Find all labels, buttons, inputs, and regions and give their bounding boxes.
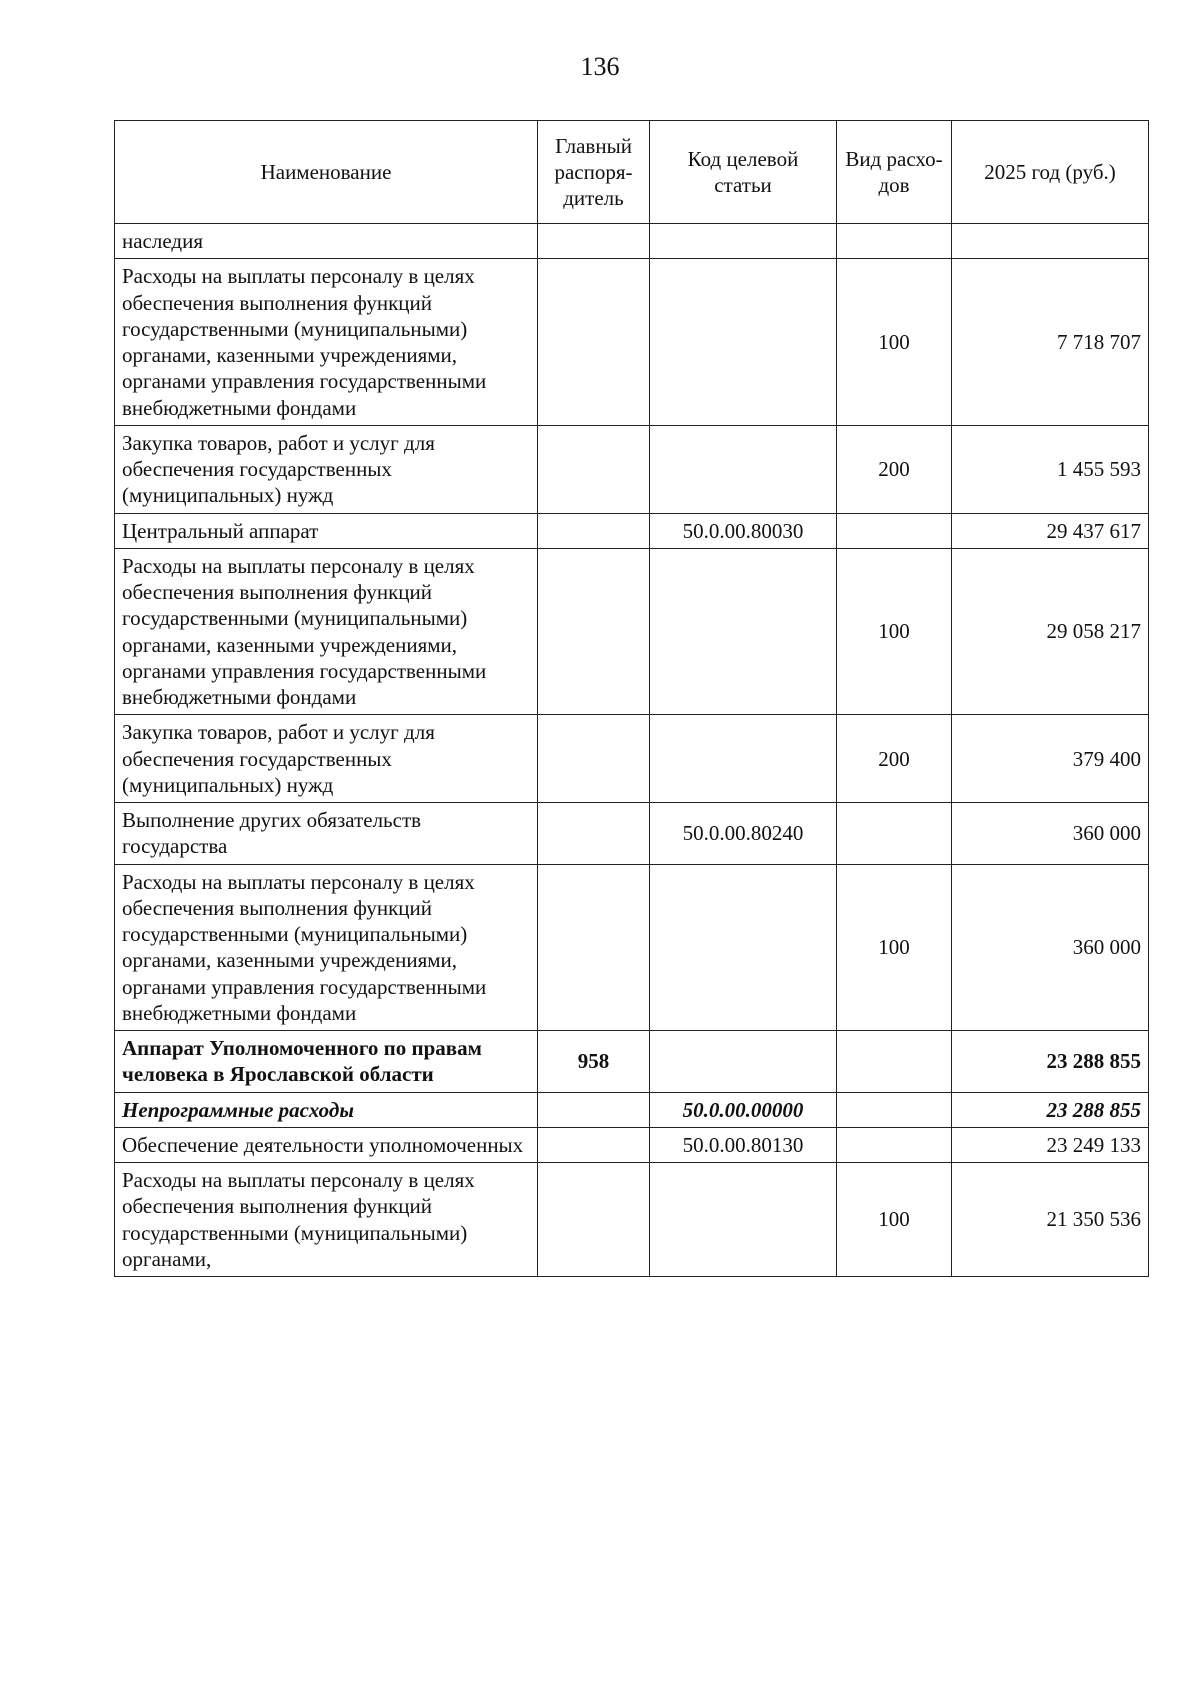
- cell-code: [650, 425, 837, 513]
- cell-chief: [538, 864, 650, 1031]
- cell-name: Непрограммные расходы: [115, 1092, 538, 1127]
- table-header-row: [115, 121, 1149, 224]
- cell-amount: 29 437 617: [952, 513, 1149, 548]
- cell-name: наследия: [115, 224, 538, 259]
- cell-amount: 1 455 593: [952, 425, 1149, 513]
- table-row: [115, 1127, 1149, 1162]
- cell-amount: 29 058 217: [952, 548, 1149, 715]
- cell-type: 200: [837, 715, 952, 803]
- cell-code: [650, 864, 837, 1031]
- table-row: [115, 259, 1149, 426]
- cell-chief: [538, 1092, 650, 1127]
- cell-type: [837, 1127, 952, 1162]
- table-row: [115, 513, 1149, 548]
- table-row: [115, 224, 1149, 259]
- cell-amount: 23 288 855: [952, 1031, 1149, 1093]
- cell-name: Обеспечение деятельности уполномоченных: [115, 1127, 538, 1162]
- table-row: [115, 1163, 1149, 1277]
- cell-code: 50.0.00.00000: [650, 1092, 837, 1127]
- cell-name: Расходы на выплаты персоналу в целях обеспечения выполнения функций государственными (муниципальными) органами, казенными учреждениями, органами управления государственными внебюджетными фондами: [115, 864, 538, 1031]
- header-name: Наименование: [115, 121, 538, 224]
- cell-type: [837, 1092, 952, 1127]
- cell-type: [837, 513, 952, 548]
- cell-amount: 360 000: [952, 864, 1149, 1031]
- cell-name: Расходы на выплаты персоналу в целях обеспечения выполнения функций государственными (муниципальными) органами, казенными учреждениями, органами управления государственными внебюджетными фондами: [115, 259, 538, 426]
- cell-name: Расходы на выплаты персоналу в целях обеспечения выполнения функций государственными (муниципальными) органами,: [115, 1163, 538, 1277]
- table-row: [115, 425, 1149, 513]
- cell-chief: [538, 1163, 650, 1277]
- cell-chief: [538, 1127, 650, 1162]
- header-year: 2025 год (руб.): [952, 121, 1149, 224]
- cell-type: [837, 1031, 952, 1093]
- cell-code: 50.0.00.80130: [650, 1127, 837, 1162]
- table-body: [115, 224, 1149, 1277]
- budget-table: [114, 120, 1149, 1277]
- cell-amount: 21 350 536: [952, 1163, 1149, 1277]
- cell-name: Закупка товаров, работ и услуг для обеспечения государственных (муниципальных) нужд: [115, 425, 538, 513]
- cell-type: 100: [837, 259, 952, 426]
- table-row: [115, 548, 1149, 715]
- cell-chief: [538, 224, 650, 259]
- cell-type: [837, 803, 952, 865]
- cell-code: [650, 548, 837, 715]
- cell-code: [650, 1163, 837, 1277]
- cell-code: [650, 1031, 837, 1093]
- cell-name: Закупка товаров, работ и услуг для обеспечения государственных (муниципальных) нужд: [115, 715, 538, 803]
- table-row: [115, 864, 1149, 1031]
- cell-type: 100: [837, 864, 952, 1031]
- cell-amount: 7 718 707: [952, 259, 1149, 426]
- header-type: Вид расхо-дов: [837, 121, 952, 224]
- table-row: [115, 1031, 1149, 1093]
- cell-chief: [538, 803, 650, 865]
- table-row: [115, 1092, 1149, 1127]
- cell-chief: 958: [538, 1031, 650, 1093]
- cell-code: 50.0.00.80240: [650, 803, 837, 865]
- cell-name: Расходы на выплаты персоналу в целях обеспечения выполнения функций государственными (муниципальными) органами, казенными учреждениями, органами управления государственными внебюджетными фондами: [115, 548, 538, 715]
- cell-chief: [538, 715, 650, 803]
- header-chief: Главный распоря-дитель: [538, 121, 650, 224]
- cell-code: [650, 259, 837, 426]
- cell-code: 50.0.00.80030: [650, 513, 837, 548]
- cell-chief: [538, 425, 650, 513]
- cell-amount: 23 249 133: [952, 1127, 1149, 1162]
- cell-code: [650, 224, 837, 259]
- cell-name: Выполнение других обязательств государства: [115, 803, 538, 865]
- cell-chief: [538, 513, 650, 548]
- cell-name: Аппарат Уполномоченного по правам человека в Ярославской области: [115, 1031, 538, 1093]
- header-code: Код целевой статьи: [650, 121, 837, 224]
- cell-type: 100: [837, 548, 952, 715]
- cell-type: 100: [837, 1163, 952, 1277]
- cell-amount: 360 000: [952, 803, 1149, 865]
- page-number: 136: [580, 52, 620, 81]
- cell-type: [837, 224, 952, 259]
- cell-type: 200: [837, 425, 952, 513]
- cell-chief: [538, 259, 650, 426]
- cell-name: Центральный аппарат: [115, 513, 538, 548]
- table-row: [115, 803, 1149, 865]
- cell-amount: [952, 224, 1149, 259]
- cell-code: [650, 715, 837, 803]
- table-row: [115, 715, 1149, 803]
- cell-amount: 379 400: [952, 715, 1149, 803]
- cell-amount: 23 288 855: [952, 1092, 1149, 1127]
- cell-chief: [538, 548, 650, 715]
